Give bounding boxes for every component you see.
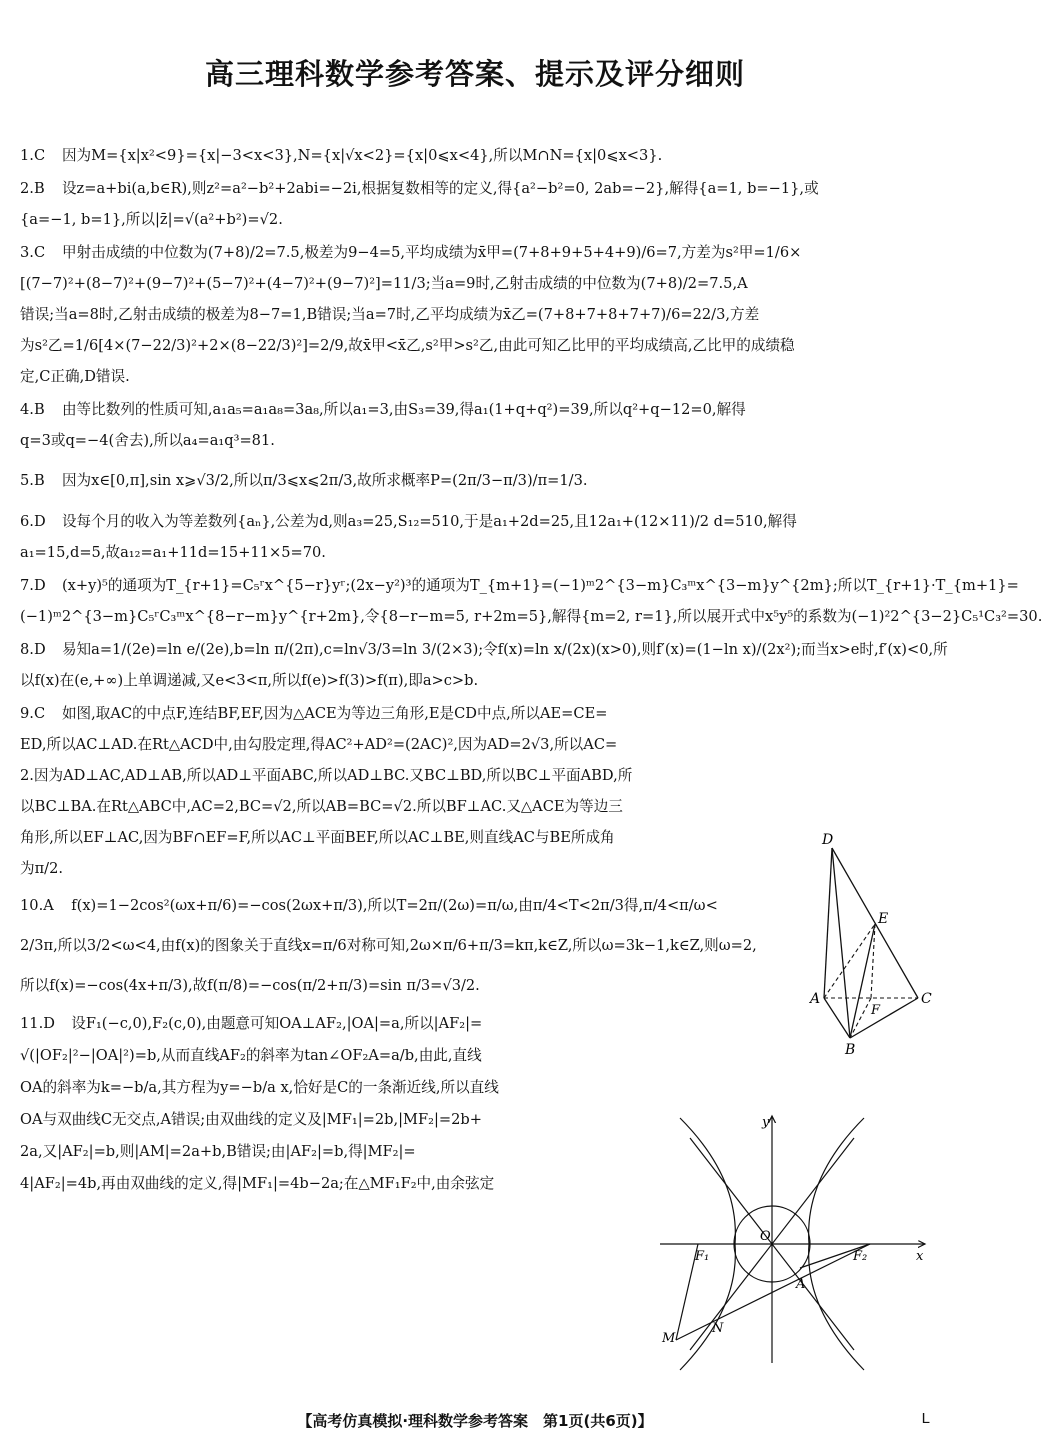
label-F2: F₂ (853, 1249, 868, 1264)
label-F: F (871, 1003, 881, 1018)
figure-11-hyperbola (640, 1108, 940, 1373)
problem-9: 9.C 如图,取AC的中点F,连结BF,EF,因为△ACE为等边三角形,E是CD中点,所以AE=CE= ED,所以AC⊥AD.在Rt△ACD中,由勾股定理,得AC²+AD²=(2AC)²,因为AD=2√3,所以AC= 2.因为AD⊥AC,AD⊥AB,所以AD⊥平面ABC,所以AD⊥BC.又BC⊥BD,所以BC⊥平面ABD,所 以BC⊥BA.在Rt△ABC中,AC=2,BC=√2,所以AB=BC=√2.所以BF⊥AC.又△ACE为等边三 角形,所以EF⊥AC,因为BF∩EF=F,所以AC⊥平面BEF,所以AC⊥BE,则直线AC与BE所成角 为π/2. (20, 705, 633, 877)
problem-8: 8.D 易知a=1/(2e)=ln e/(2e),b=ln π/(2π),c=ln√3/3=ln 3/(2×3);令f(x)=ln x/(2x)(x>0),则f′(x)=(1−ln x)/(2x²);而当x>e时,f′(x)<0,所 以f(x)在(e,+∞)上单调递减,又e<3<π,所以f(e)>f(3)>f(π),即a>c>b. (20, 641, 948, 689)
page-title: 高三理科数学参考答案、提示及评分细则 (204, 57, 745, 91)
problem-1: 1.C 因为M={x|x²<9}={x|−3<x<3},N={x|√x<2}={x|0⩽x<4},所以M∩N={x|0⩽x<3}. (20, 147, 663, 164)
label-y: y (762, 1115, 770, 1130)
label-x: x (916, 1249, 924, 1264)
problem-list (20, 140, 1042, 1202)
label-F1: F₁ (695, 1249, 710, 1264)
label-D: D (822, 832, 834, 848)
problem-7: 7.D (x+y)⁵的通项为T_{r+1}=C₅ʳx^{5−r}yʳ;(2x−y²)³的通项为T_{m+1}=(−1)ᵐ2^{3−m}C₃ᵐx^{3−m}y^{2m};所以T_{r+1}·T_{m+1}= (−1)ᵐ2^{3−m}C₅ʳC₃ᵐx^{8−r−m}y^{r+2m},令{8−r−m=5, r+2m=5},解得{m=2, r=1},所以展开式中x⁵y⁵的系数为(−1)²2^{3−2}C₅¹C₃²=30. (20, 577, 1042, 625)
problem-3: 3.C 甲射击成绩的中位数为(7+8)/2=7.5,极差为9−4=5,平均成绩为x̄甲=(7+8+9+5+4+9)/6=7,方差为s²甲=1/6× [(7−7)²+(8−7)²+(9−7)²+(5−7)²+(4−7)²+(9−7)²]=11/3;当a=9时,乙射击成绩的中位数为(7+8)/2=7.5,A 错误;当a=8时,乙射击成绩的极差为8−7=1,B错误;当a=7时,乙平均成绩为x̄乙=(7+8+7+8+7+7)/6=22/3,方差 为s²乙=1/6[4×(7−22/3)²+2×(8−22/3)²]=2/9,故x̄甲<x̄乙,s²甲>s²乙,由此可知乙比甲的平均成绩高,乙比甲的成绩稳 定,C正确,D错误. (20, 244, 802, 385)
label-C: C (921, 991, 932, 1007)
figure-9-tetrahedron (808, 828, 938, 1058)
label-O: O (760, 1229, 771, 1244)
label-N: N (712, 1321, 724, 1336)
problem-6: 6.D 设每个月的收入为等差数列{aₙ},公差为d,则a₃=25,S₁₂=510,于是a₁+2d=25,且12a₁+(12×11)/2 d=510,解得 a₁=15,d=5,故a₁₂=a₁+11d=15+11×5=70. (20, 513, 797, 561)
hyperbola-svg (640, 1108, 940, 1373)
label-A: A (810, 991, 821, 1007)
label-E: E (878, 911, 889, 927)
problem-5: 5.B 因为x∈[0,π],sin x⩾√3/2,所以π/3⩽x⩽2π/3,故所求概率P=(2π/3−π/3)/π=1/3. (20, 472, 588, 489)
page-footer: 【高考仿真模拟·理科数学参考答案 第1页(共6页)】 (297, 1412, 653, 1430)
label-A: A (796, 1277, 806, 1292)
problem-2: 2.B 设z=a+bi(a,b∈R),则z²=a²−b²+2abi=−2i,根据复数相等的定义,得{a²−b²=0, 2ab=−2},解得{a=1, b=−1},或 {a=−1, b=1},所以|z̄|=√(a²+b²)=√2. (20, 180, 819, 228)
tetrahedron-svg (808, 828, 938, 1058)
problem-10: 10.A f(x)=1−2cos²(ωx+π/6)=−cos(2ωx+π/3),所以T=2π/(2ω)=π/ω,由π/4<T<2π/3得,π/4<π/ω< 2/3π,所以3/2<ω<4,由f(x)的图象关于直线x=π/6对称可知,2ω×π/6+π/3=kπ,k∈Z,所以ω=3k−1,k∈Z,则ω=2, 所以f(x)=−cos(4x+π/3),故f(π/8)=−cos(π/2+π/3)=sin π/3=√3/2. (20, 897, 757, 994)
footer-mark: L (921, 1410, 930, 1427)
label-M: M (662, 1331, 676, 1346)
label-B: B (845, 1042, 856, 1058)
problem-11: 11.D 设F₁(−c,0),F₂(c,0),由题意可知OA⊥AF₂,|OA|=a,所以|AF₂|= √(|OF₂|²−|OA|²)=b,从而直线AF₂的斜率为tan∠OF₂A=a/b,由此,直线 OA的斜率为k=−b/a,其方程为y=−b/a x,恰好是C的一条渐近线,所以直线 OA与双曲线C无交点,A错误;由双曲线的定义及|MF₁|=2b,|MF₂|=2b+ 2a,又|AF₂|=b,则|AM|=2a+b,B错误;由|AF₂|=b,得|MF₂|= 4|AF₂|=4b,再由双曲线的定义,得|MF₁|=4b−2a;在△MF₁F₂中,由余弦定 (20, 1015, 499, 1192)
problem-4: 4.B 由等比数列的性质可知,a₁a₅=a₁a₈=3a₈,所以a₁=3,由S₃=39,得a₁(1+q+q²)=39,所以q²+q−12=0,解得 q=3或q=−4(舍去),所以a₄=a₁q³=81. (20, 401, 746, 449)
